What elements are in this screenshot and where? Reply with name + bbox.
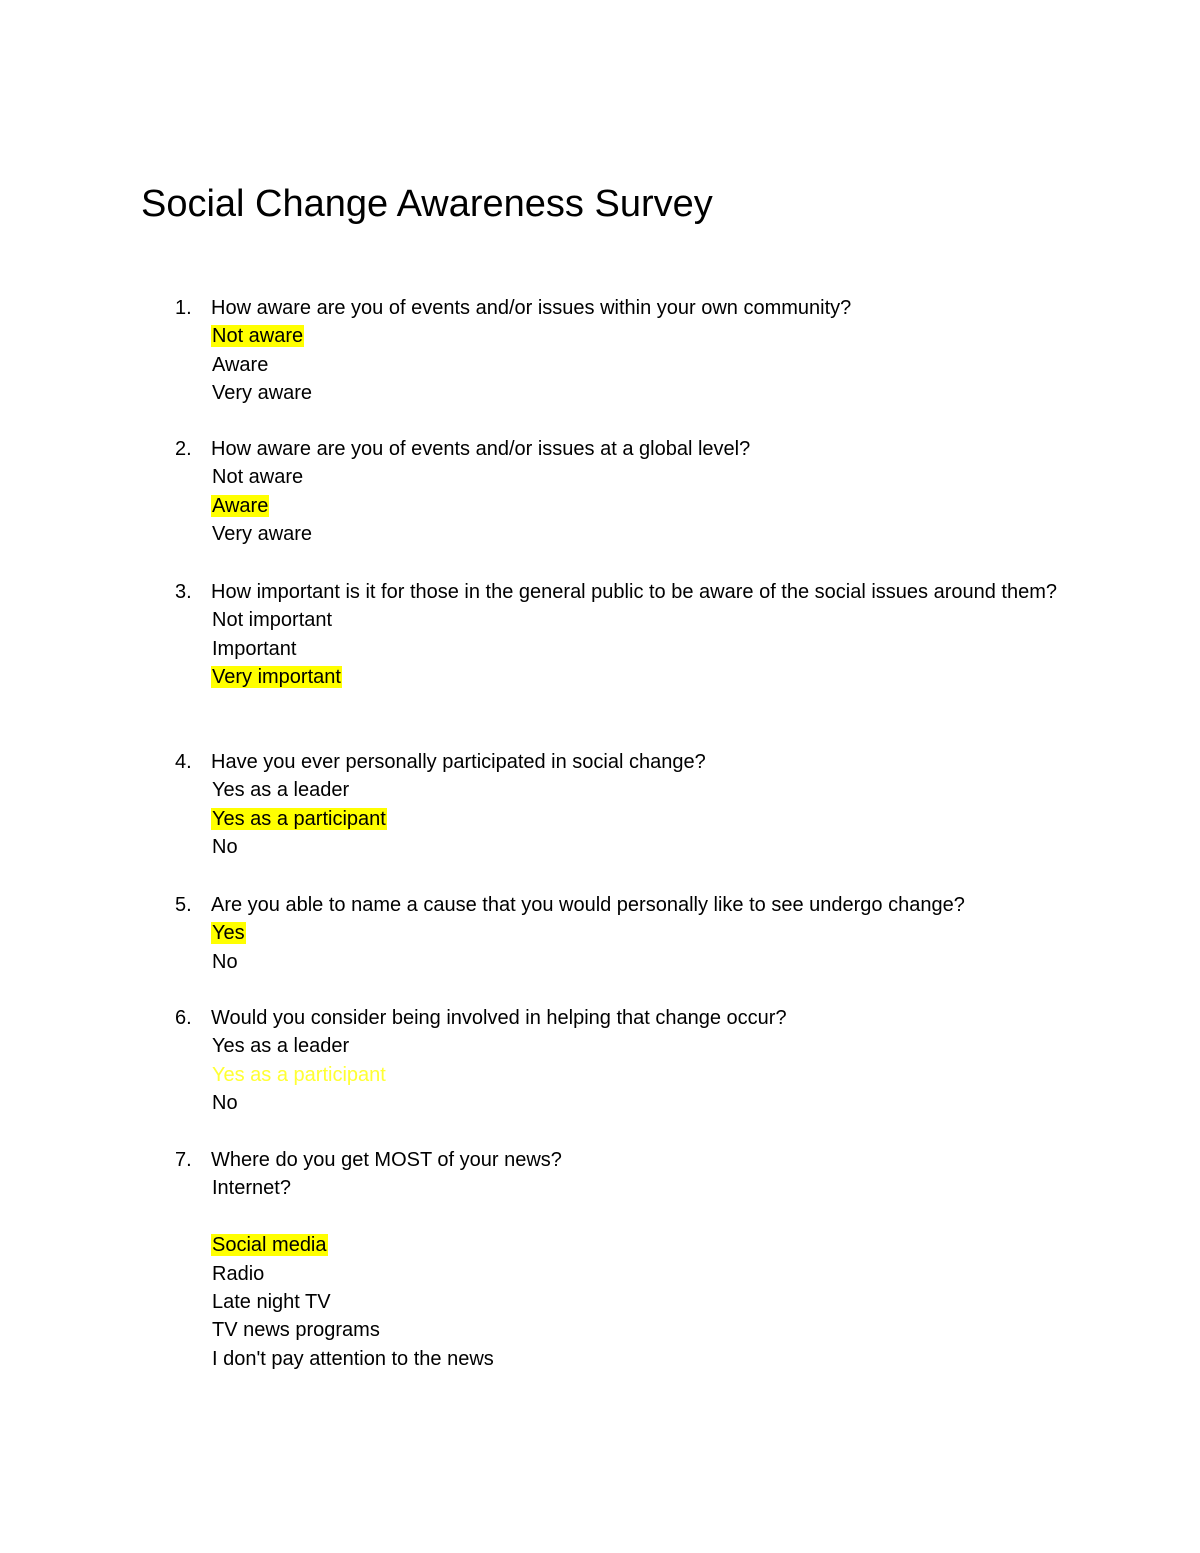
option-social-media	[211, 1231, 1081, 1259]
option-label: Yes	[212, 922, 245, 945]
option-label: Important	[212, 637, 297, 660]
option-label: Not important	[212, 609, 333, 632]
option-label: Yes as a leader	[212, 1035, 350, 1058]
question-number: 3.	[175, 581, 192, 603]
option-yes-leader	[211, 1032, 1081, 1060]
option-aware	[211, 492, 1081, 520]
option-label: Very important	[212, 666, 341, 689]
option-radio	[211, 1260, 1081, 1288]
option-no-news	[211, 1345, 1081, 1373]
question-text: Have you ever personally participated in social change?	[211, 751, 706, 773]
option-yes	[211, 919, 1081, 947]
option-yes-participant	[211, 1061, 1081, 1089]
option-no	[211, 833, 1081, 861]
question-number: 5.	[175, 894, 192, 916]
option-not-aware	[211, 322, 1081, 350]
question-number: 6.	[175, 1007, 192, 1029]
option-label: Yes as a participant	[212, 1063, 386, 1086]
question-text: Would you consider being involved in helping that change occur?	[211, 1007, 787, 1029]
question-text: How aware are you of events and/or issues within your own community?	[211, 297, 852, 319]
option-label: Not aware	[212, 466, 304, 489]
question-number: 4.	[175, 751, 192, 773]
option-yes-leader	[211, 776, 1081, 804]
option-label: Very aware	[212, 382, 313, 405]
option-label: Aware	[212, 494, 269, 517]
blank-line	[211, 1203, 1081, 1231]
page-title: Social Change Awareness Survey	[141, 183, 713, 225]
option-label: I don't pay attention to the news	[212, 1347, 494, 1370]
question-text: Are you able to name a cause that you would personally like to see undergo change?	[211, 894, 965, 916]
option-no	[211, 948, 1081, 976]
option-yes-participant	[211, 805, 1081, 833]
option-label: Very aware	[212, 523, 313, 546]
option-no	[211, 1089, 1081, 1117]
question-number: 2.	[175, 438, 192, 460]
option-label: Radio	[212, 1262, 265, 1285]
option-label: TV news programs	[212, 1319, 380, 1342]
option-aware	[211, 351, 1081, 379]
option-important	[211, 635, 1081, 663]
option-label: Late night TV	[212, 1291, 331, 1314]
question-text: How aware are you of events and/or issues at a global level?	[211, 438, 751, 460]
option-label: No	[212, 836, 238, 859]
option-very-aware	[211, 520, 1081, 548]
option-not-aware	[211, 463, 1081, 491]
option-not-important	[211, 606, 1081, 634]
option-very-aware	[211, 379, 1081, 407]
question-number: 1.	[175, 297, 192, 319]
question-text: Where do you get MOST of your news?	[211, 1149, 562, 1171]
option-tv-news-programs	[211, 1316, 1081, 1344]
option-very-important	[211, 663, 1081, 691]
option-label: Yes as a leader	[212, 779, 350, 802]
option-label: No	[212, 1092, 238, 1115]
option-internet	[211, 1174, 1081, 1202]
option-label: Internet?	[212, 1177, 291, 1200]
question-number: 7.	[175, 1149, 192, 1171]
option-label: Aware	[212, 353, 269, 376]
option-label: No	[212, 950, 238, 973]
question-text: How important is it for those in the general public to be aware of the social issues around them?	[211, 581, 1058, 603]
option-label: Social media	[212, 1234, 327, 1257]
option-late-night-tv	[211, 1288, 1081, 1316]
option-label: Not aware	[212, 325, 304, 348]
option-label: Yes as a participant	[212, 807, 386, 830]
